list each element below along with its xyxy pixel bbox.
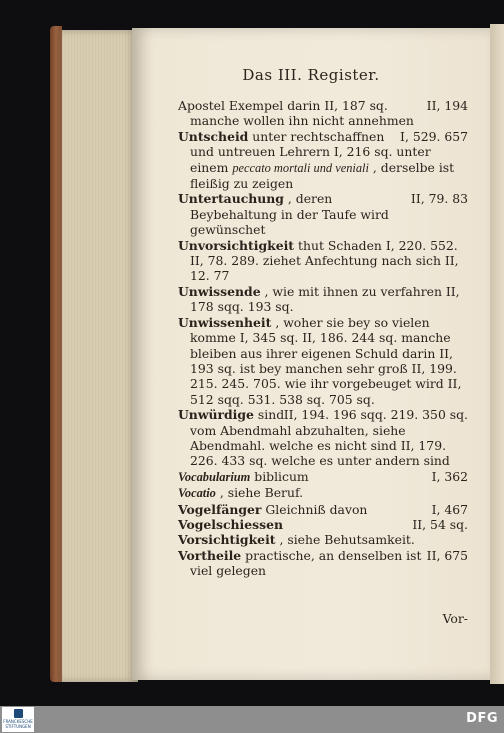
- entry-text: unter rechtschaffnen und untreuen Lehrern I, 216 sq. unter einem: [190, 128, 431, 175]
- entry-text: , woher sie bey so vielen komme I, 345 sq. II, 186. 244 sq. manche bleiben aus ihrer eigenen Schuld darin II, 193 sq. ist bey manchen sehr groß II, 199. 215. 245. 705. wie ihr vorgebeuget wird II, 512 sqq. 531. 538 sq. 705 sq.: [190, 314, 462, 407]
- entry-term: Vortheile: [178, 547, 242, 563]
- index-entry: [178, 469, 468, 485]
- entry-term: Vogelfänger: [178, 501, 262, 517]
- book-page-edges: [58, 30, 138, 682]
- index-entry: [178, 238, 468, 284]
- entry-reference: II, 194: [426, 98, 468, 113]
- entry-latin-term: Vocabularium: [178, 469, 251, 484]
- entry-reference: I, 467: [431, 501, 468, 517]
- entry-text: biblicum: [254, 468, 309, 484]
- index-entry: [178, 485, 468, 501]
- entry-term: Untertauchung: [178, 191, 284, 207]
- entry-text: , wie mit ihnen zu verfahren II, 178 sqq. 193 sq.: [190, 283, 460, 315]
- entry-text: practische, an denselben ist viel gelegen: [190, 547, 422, 579]
- entry-reference: II, 194. 196 sqq. 219. 350 sq.: [283, 407, 468, 423]
- entry-term: Untscheid: [178, 128, 249, 144]
- entry-latin-phrase: peccato mortali und veniali: [232, 160, 369, 175]
- entry-reference: II, 54 sq.: [412, 516, 468, 532]
- entry-text: , siehe Behutsamkeit.: [279, 532, 415, 548]
- index-entry: [178, 517, 468, 532]
- entry-term: Vogelschiessen: [178, 516, 283, 532]
- library-logo-text: FRANCKESCHE STIFTUNGEN: [3, 719, 33, 729]
- footer-bar: [0, 706, 504, 733]
- library-logo-icon[interactable]: [2, 707, 34, 732]
- entry-reference: II, 79. 83: [410, 191, 468, 207]
- entry-term: Vorsichtigkeit: [178, 532, 276, 548]
- entry-text: Apostel Exempel darin II, 187 sq. manche wollen ihn nicht annehmen: [178, 98, 414, 129]
- running-head: Das III. Register.: [242, 66, 380, 84]
- index-entry: [178, 284, 468, 315]
- index-entry: [178, 191, 468, 237]
- entry-reference: I, 529. 657: [400, 128, 468, 144]
- entry-term: Unwissende: [178, 283, 261, 299]
- entry-term: Unwissenheit: [178, 314, 272, 330]
- entry-text-continued: , derselbe ist fleißig zu zeigen: [190, 159, 455, 192]
- index-entry: [178, 129, 468, 192]
- facing-page-edge: [490, 24, 504, 684]
- dfg-logo[interactable]: DFG: [466, 711, 498, 726]
- entry-reference: I, 362: [431, 468, 468, 484]
- entry-text: , siehe Beruf.: [219, 485, 304, 501]
- entry-reference: II, 675: [426, 547, 468, 563]
- catchword: Vor-: [442, 611, 468, 626]
- entry-latin-term: Vocatio: [178, 486, 216, 501]
- entry-text: , deren Beybehaltung in der Taufe wird gewünschet: [190, 191, 389, 238]
- book-page: [132, 28, 490, 680]
- entry-text: Gleichniß davon: [265, 501, 368, 517]
- index-entry: [178, 532, 468, 547]
- entry-term: Unvorsichtigkeit: [178, 237, 295, 253]
- index-entries: [178, 98, 468, 579]
- entry-text: sind vom Abendmahl abzuhalten, siehe Abendmahl. welche es nicht sind II, 179. 226. 433 sq. welche es unter andern sind: [190, 407, 450, 469]
- index-entry: [178, 98, 468, 129]
- index-entry: [178, 315, 468, 407]
- index-entry: [178, 548, 468, 579]
- index-entry: [178, 407, 468, 469]
- entry-term: Unwürdige: [178, 407, 254, 423]
- entry-text: thut Schaden I, 220. 552. II, 78. 289. ziehet Anfechtung nach sich II, 12. 77: [190, 237, 459, 284]
- index-entry: [178, 502, 468, 517]
